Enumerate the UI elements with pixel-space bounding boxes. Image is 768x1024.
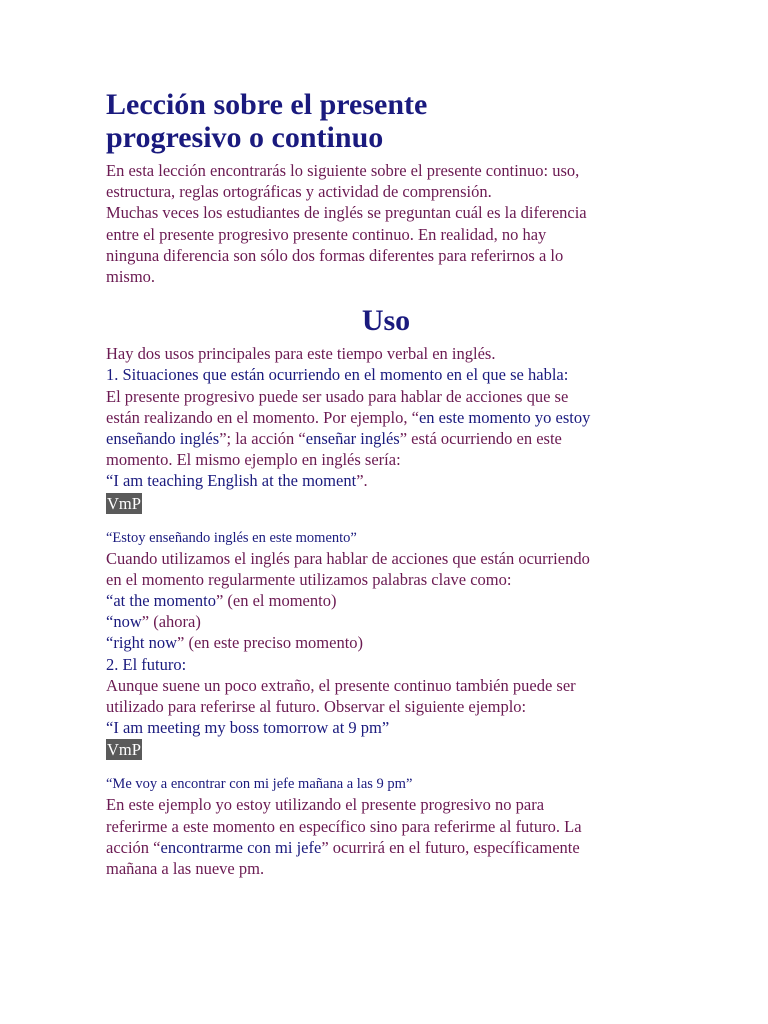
example-highlight: encontrarme con mi jefe [160, 837, 322, 857]
intro-paragraph [106, 160, 666, 287]
futuro-line: Aunque suene un poco extraño, el presente continuo también puede ser [106, 675, 576, 695]
uso-subheading-2: 2. El futuro: [106, 654, 187, 674]
section-heading-uso: Uso [361, 304, 411, 338]
keyword-item [106, 590, 666, 611]
intro-line: ninguna diferencia son sólo dos formas diferentes para referirnos a lo [106, 245, 564, 265]
text-span: acción “ [106, 837, 161, 857]
text-span: ” está ocurriendo en este [399, 429, 562, 449]
title-line-1: Lección sobre el presente [106, 88, 428, 121]
uso-line: momento. El mismo ejemplo en inglés sería: [106, 450, 401, 470]
keyword-item [106, 611, 666, 632]
intro-line: estructura, reglas ortográficas y actividad de comprensión. [106, 182, 492, 202]
text-span: ”; la acción “ [219, 429, 306, 449]
page-title [106, 88, 666, 154]
uso-subheading-1: 1. Situaciones que están ocurriendo en el momento en el que se habla: [106, 365, 569, 385]
document-page [106, 88, 666, 879]
keyword-highlight: “now [106, 612, 142, 632]
intro-line: mismo. [106, 267, 156, 287]
keyword-translation: ” (en el momento) [215, 591, 337, 611]
intro-line: entre el presente progresivo presente continuo. En realidad, no hay [106, 224, 547, 244]
closing-line: referirme a este momento en específico sino para referirme al futuro. La [106, 816, 582, 836]
closing-paragraph [106, 794, 666, 879]
text-span: están realizando en el momento. Por ejemplo, “ [106, 407, 419, 427]
keyword-item [106, 632, 666, 653]
intro-line: En esta lección encontrarás lo siguiente sobre el presente continuo: uso, [106, 161, 580, 180]
text-span: ” ocurrirá en el futuro, específicamente [321, 837, 580, 857]
uso-line: Hay dos usos principales para este tiempo verbal en inglés. [106, 344, 496, 364]
english-example-2: “I am meeting my boss tomorrow at 9 pm” [106, 718, 390, 738]
closing-line [106, 837, 666, 858]
vmp-badge: VmP [107, 493, 141, 513]
translation-caption-1: “Estoy enseñando inglés en este momento” [106, 529, 357, 546]
keyword-highlight: “at the momento [106, 591, 216, 611]
translation-caption-2: “Me voy a encontrar con mi jefe mañana a las 9 pm” [106, 776, 413, 793]
example-highlight: enseñando inglés [106, 429, 220, 449]
keyword-translation: ” (en este preciso momento) [177, 633, 364, 653]
english-example-1 [106, 470, 666, 491]
keyword-translation: ” (ahora) [141, 612, 201, 632]
keywords-line: en el momento regularmente utilizamos palabras clave como: [106, 569, 512, 589]
closing-line: mañana a las nueve pm. [106, 859, 265, 879]
uso-line: El presente progresivo puede ser usado para hablar de acciones que se [106, 386, 569, 406]
keywords-section [106, 548, 666, 761]
keyword-highlight: “right now [106, 633, 178, 653]
text-span: ”. [356, 471, 368, 491]
futuro-line: utilizado para referirse al futuro. Observar el siguiente ejemplo: [106, 697, 527, 717]
intro-line: Muchas veces los estudiantes de inglés se preguntan cuál es la diferencia [106, 203, 587, 223]
keywords-line: Cuando utilizamos el inglés para hablar de acciones que están ocurriendo [106, 548, 590, 568]
vmp-badge: VmP [107, 740, 141, 760]
example-highlight: “I am teaching English at the moment [106, 471, 357, 491]
uso-section [106, 343, 666, 513]
closing-line: En este ejemplo yo estoy utilizando el presente progresivo no para [106, 795, 545, 815]
example-highlight: en este momento yo estoy [418, 407, 591, 427]
uso-line [106, 407, 666, 428]
uso-line [106, 428, 666, 449]
example-highlight: enseñar inglés [305, 429, 400, 449]
title-line-2: progresivo o continuo [106, 121, 384, 154]
